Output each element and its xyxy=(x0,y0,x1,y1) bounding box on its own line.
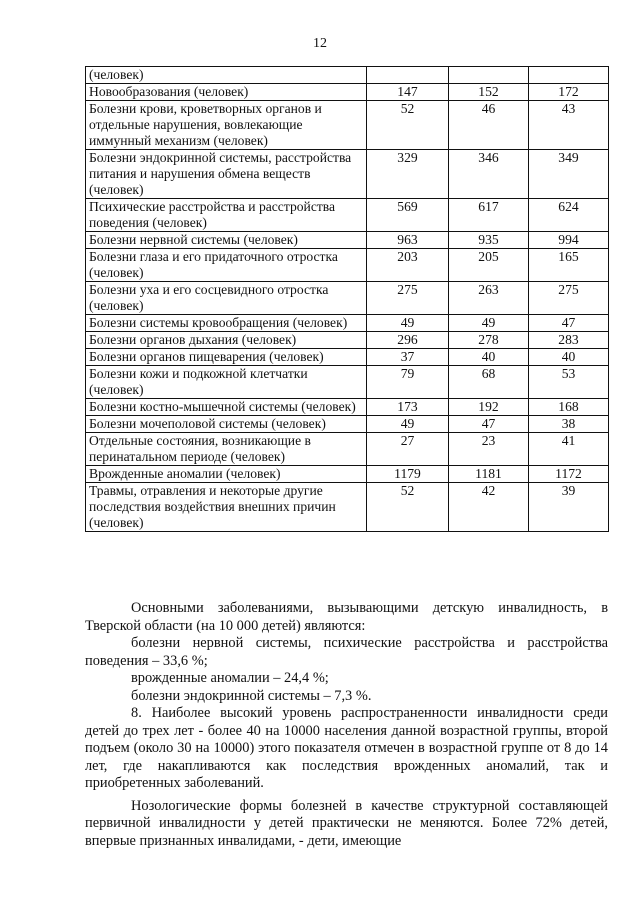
row-label: Врожденные аномалии (человек) xyxy=(86,466,367,483)
row-value-1: 49 xyxy=(367,416,449,433)
row-value-1: 37 xyxy=(367,349,449,366)
row-value-3: 39 xyxy=(529,483,609,532)
row-value-3: 349 xyxy=(529,150,609,199)
table-row xyxy=(86,315,609,332)
row-label: Болезни системы кровообращения (человек) xyxy=(86,315,367,332)
table-row xyxy=(86,399,609,416)
table-row xyxy=(86,249,609,282)
row-label: Отдельные состояния, возникающие в перинатальном периоде (человек) xyxy=(86,433,367,466)
row-value-3: 53 xyxy=(529,366,609,399)
table-row xyxy=(86,101,609,150)
row-value-3: 1172 xyxy=(529,466,609,483)
row-value-2: 42 xyxy=(449,483,529,532)
row-value-1: 275 xyxy=(367,282,449,315)
table-row xyxy=(86,349,609,366)
row-value-2: 346 xyxy=(449,150,529,199)
row-label: Травмы, отравления и некоторые другие последствия воздействия внешних причин (человек) xyxy=(86,483,367,532)
row-value-1: 27 xyxy=(367,433,449,466)
row-value-1: 52 xyxy=(367,483,449,532)
row-label: Болезни кожи и подкожной клетчатки (человек) xyxy=(86,366,367,399)
list-item-nervous-mental: болезни нервной системы, психические расстройства и расстройства поведения – 33,6 %; xyxy=(85,635,608,669)
row-value-2: 192 xyxy=(449,399,529,416)
row-value-2: 40 xyxy=(449,349,529,366)
row-value-2: 68 xyxy=(449,366,529,399)
table-row xyxy=(86,150,609,199)
row-label: (человек) xyxy=(86,67,367,84)
row-value-3: 283 xyxy=(529,332,609,349)
row-label: Болезни крови, кроветворных органов и отдельные нарушения, вовлекающие иммунный механизм (человек) xyxy=(86,101,367,150)
row-label: Болезни мочеполовой системы (человек) xyxy=(86,416,367,433)
table-row xyxy=(86,483,609,532)
table-row xyxy=(86,232,609,249)
disease-statistics-table xyxy=(85,66,609,532)
table-row xyxy=(86,67,609,84)
row-value-2: 46 xyxy=(449,101,529,150)
row-value-1: 1179 xyxy=(367,466,449,483)
row-value-3: 275 xyxy=(529,282,609,315)
paragraph-age-prevalence: 8. Наиболее высокий уровень распространенности инвалидности среди детей до трех лет - более 40 на 10000 населения данной возрастной группы, второй подъем (около 30 на 10000) этого показателя отмечен в возрастной группе от 8 до 14 лет, где накапливаются как последствия врожденных аномалий, так и приобретенных заболеваний. xyxy=(85,705,608,791)
row-label: Новообразования (человек) xyxy=(86,84,367,101)
row-value-1: 569 xyxy=(367,199,449,232)
paragraph-main-diseases: Основными заболеваниями, вызывающими детскую инвалидность, в Тверской области (на 10 000 детей) являются: xyxy=(85,600,608,634)
list-item-congenital: врожденные аномалии – 24,4 %; xyxy=(131,670,329,686)
row-value-2: 152 xyxy=(449,84,529,101)
row-value-1: 79 xyxy=(367,366,449,399)
table-row xyxy=(86,466,609,483)
table-row xyxy=(86,433,609,466)
row-value-3: 41 xyxy=(529,433,609,466)
row-value-3: 172 xyxy=(529,84,609,101)
row-value-2: 49 xyxy=(449,315,529,332)
row-value-2: 263 xyxy=(449,282,529,315)
row-value-2: 205 xyxy=(449,249,529,282)
row-value-3: 624 xyxy=(529,199,609,232)
row-value-2: 23 xyxy=(449,433,529,466)
row-value-2: 47 xyxy=(449,416,529,433)
row-value-1: 52 xyxy=(367,101,449,150)
row-value-3: 43 xyxy=(529,101,609,150)
page-number: 12 xyxy=(313,36,327,51)
row-value-1: 49 xyxy=(367,315,449,332)
table-row xyxy=(86,199,609,232)
table-row xyxy=(86,366,609,399)
table-row xyxy=(86,416,609,433)
row-label: Болезни уха и его сосцевидного отростка (человек) xyxy=(86,282,367,315)
row-value-3: 168 xyxy=(529,399,609,416)
row-value-3: 38 xyxy=(529,416,609,433)
row-label: Болезни глаза и его придаточного отростка (человек) xyxy=(86,249,367,282)
row-value-1: 296 xyxy=(367,332,449,349)
row-value-2 xyxy=(449,67,529,84)
row-value-3: 165 xyxy=(529,249,609,282)
paragraph-nosological-forms: Нозологические формы болезней в качестве структурной составляющей первичной инвалидности у детей практически не меняются. Более 72% детей, впервые признанных инвалидами, - дети, имеющие xyxy=(85,797,608,849)
table-row xyxy=(86,84,609,101)
row-value-1: 329 xyxy=(367,150,449,199)
list-item-endocrine: болезни эндокринной системы – 7,3 %. xyxy=(131,687,372,704)
row-label: Болезни нервной системы (человек) xyxy=(86,232,367,249)
row-value-1: 173 xyxy=(367,399,449,416)
row-value-3: 40 xyxy=(529,349,609,366)
row-value-2: 617 xyxy=(449,199,529,232)
table-row xyxy=(86,332,609,349)
row-value-3 xyxy=(529,67,609,84)
table-row xyxy=(86,282,609,315)
row-value-2: 935 xyxy=(449,232,529,249)
row-value-1: 147 xyxy=(367,84,449,101)
row-label: Болезни костно-мышечной системы (человек) xyxy=(86,399,367,416)
row-value-2: 278 xyxy=(449,332,529,349)
row-value-1 xyxy=(367,67,449,84)
row-value-1: 203 xyxy=(367,249,449,282)
row-label: Болезни органов пищеварения (человек) xyxy=(86,349,367,366)
row-label: Болезни органов дыхания (человек) xyxy=(86,332,367,349)
row-value-3: 47 xyxy=(529,315,609,332)
row-label: Психические расстройства и расстройства поведения (человек) xyxy=(86,199,367,232)
row-value-3: 994 xyxy=(529,232,609,249)
body-text xyxy=(85,600,608,850)
row-value-1: 963 xyxy=(367,232,449,249)
row-value-2: 1181 xyxy=(449,466,529,483)
row-label: Болезни эндокринной системы, расстройства питания и нарушения обмена веществ (человек) xyxy=(86,150,367,199)
